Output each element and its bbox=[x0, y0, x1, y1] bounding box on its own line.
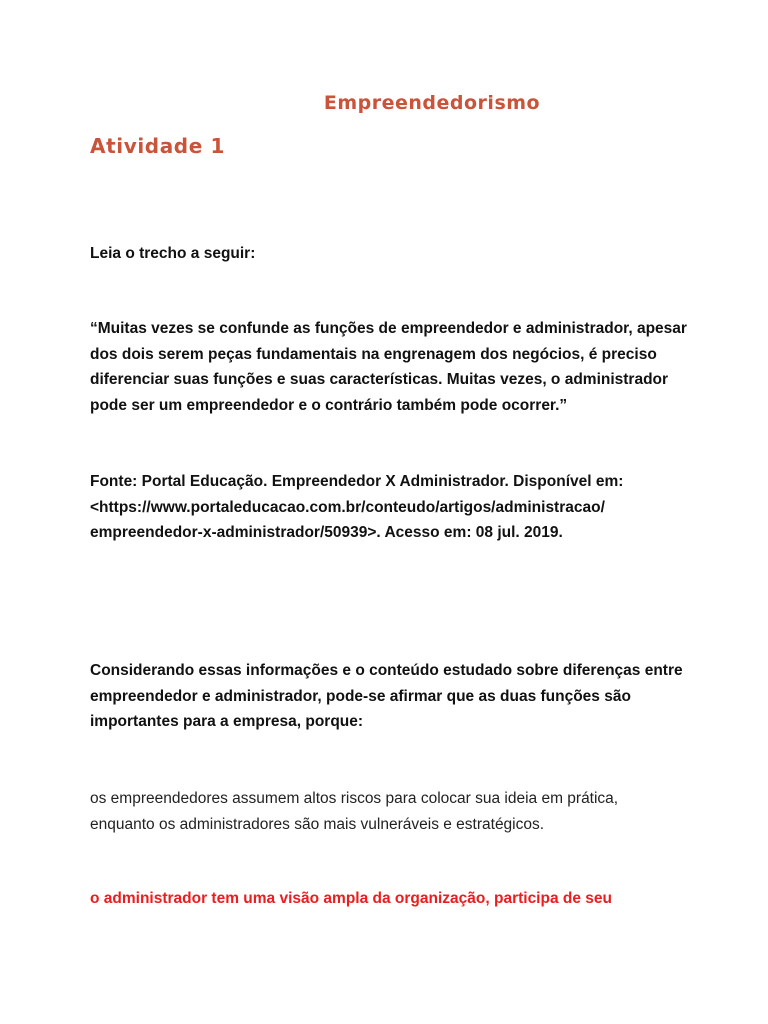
quote-line: “Muitas vezes se confunde as funções de empreendedor e administrador, apesar bbox=[90, 320, 687, 337]
quote-line: diferenciar suas funções e suas características. Muitas vezes, o administrador bbox=[90, 371, 669, 388]
source-line: Fonte: Portal Educação. Empreendedor X Administrador. Disponível em: bbox=[90, 473, 624, 490]
question-line: importantes para a empresa, porque: bbox=[90, 713, 364, 730]
question-line: Considerando essas informações e o conteúdo estudado sobre diferenças entre bbox=[90, 662, 683, 679]
quote-line: dos dois serem peças fundamentais na engrenagem dos negócios, é preciso bbox=[90, 345, 657, 363]
answer-option-a bbox=[90, 786, 690, 837]
source-line: <https://www.portaleducacao.com.br/conteudo/artigos/administracao/ bbox=[90, 498, 605, 516]
answer-option-a-line: enquanto os administradores são mais vulneráveis e estratégicos. bbox=[90, 815, 545, 833]
source-paragraph bbox=[90, 469, 690, 546]
answer-option-b bbox=[90, 886, 690, 912]
answer-option-b-line: o administrador tem uma visão ampla da organização, participa de seu bbox=[90, 890, 612, 907]
source-line: empreendedor-x-administrador/50939>. Acesso em: 08 jul. 2019. bbox=[90, 524, 563, 541]
instruction-text: Leia o trecho a seguir: bbox=[90, 245, 256, 262]
document-title: Empreendedorismo bbox=[323, 92, 541, 114]
question-line: empreendedor e administrador, pode-se afirmar que as duas funções são bbox=[90, 687, 631, 705]
question-paragraph bbox=[90, 658, 690, 735]
quote-paragraph bbox=[90, 316, 690, 418]
quote-line: pode ser um empreendedor e o contrário também pode ocorrer.” bbox=[90, 396, 568, 414]
answer-option-a-line: os empreendedores assumem altos riscos para colocar sua ideia em prática, bbox=[90, 790, 619, 807]
activity-heading: Atividade 1 bbox=[90, 134, 225, 158]
